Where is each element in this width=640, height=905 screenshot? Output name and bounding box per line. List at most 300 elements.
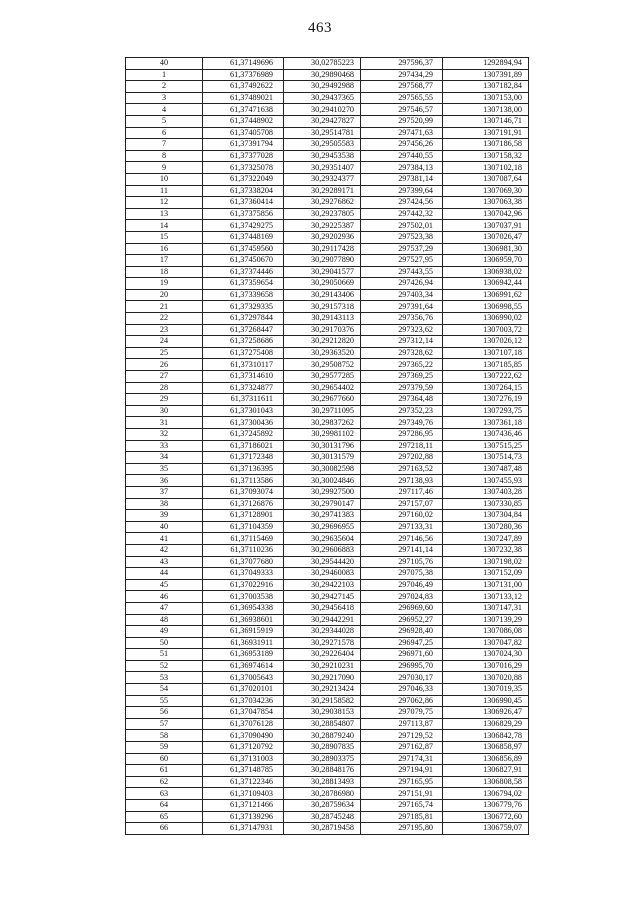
longitude-cell: 30,29157318 (284, 301, 361, 313)
longitude-cell: 30,29654402 (284, 382, 361, 394)
longitude-cell: 30,29460083 (284, 568, 361, 580)
table-row (126, 568, 529, 580)
latitude-cell: 61,37339658 (203, 289, 284, 301)
x-coordinate-cell: 297352,23 (361, 405, 443, 417)
y-coordinate-cell: 1306772,60 (443, 811, 529, 823)
table-row (126, 579, 529, 591)
y-coordinate-cell: 1306759,07 (443, 823, 529, 835)
longitude-cell: 30,29427145 (284, 591, 361, 603)
y-coordinate-cell: 1307514,73 (443, 452, 529, 464)
y-coordinate-cell: 1307024,30 (443, 649, 529, 661)
y-coordinate-cell: 1306998,55 (443, 301, 529, 313)
table-row (126, 394, 529, 406)
x-coordinate-cell: 297471,63 (361, 127, 443, 139)
x-coordinate-cell: 297537,29 (361, 243, 443, 255)
point-number-cell: 36 (126, 475, 203, 487)
table-row (126, 626, 529, 638)
longitude-cell: 30,29696955 (284, 521, 361, 533)
longitude-cell: 30,29038153 (284, 707, 361, 719)
latitude-cell: 61,37448169 (203, 231, 284, 243)
point-number-cell: 34 (126, 452, 203, 464)
longitude-cell: 30,29217090 (284, 672, 361, 684)
table-row (126, 266, 529, 278)
y-coordinate-cell: 1307185,85 (443, 359, 529, 371)
longitude-cell: 30,29437365 (284, 92, 361, 104)
x-coordinate-cell: 297527,95 (361, 255, 443, 267)
x-coordinate-cell: 297440,55 (361, 150, 443, 162)
table-row (126, 278, 529, 290)
y-coordinate-cell: 1306779,76 (443, 800, 529, 812)
table-row (126, 405, 529, 417)
x-coordinate-cell: 297381,14 (361, 173, 443, 185)
table-row (126, 289, 529, 301)
y-coordinate-cell: 1307139,29 (443, 614, 529, 626)
x-coordinate-cell: 297075,38 (361, 568, 443, 580)
y-coordinate-cell: 1307276,19 (443, 394, 529, 406)
y-coordinate-cell: 1306942,44 (443, 278, 529, 290)
table-row (126, 730, 529, 742)
table-row (126, 313, 529, 325)
longitude-cell: 30,29442291 (284, 614, 361, 626)
y-coordinate-cell: 1306794,02 (443, 788, 529, 800)
table-row (126, 475, 529, 487)
latitude-cell: 61,37405708 (203, 127, 284, 139)
y-coordinate-cell: 1307330,85 (443, 498, 529, 510)
y-coordinate-cell: 1307361,18 (443, 417, 529, 429)
y-coordinate-cell: 1307086,08 (443, 626, 529, 638)
longitude-cell: 30,29212820 (284, 336, 361, 348)
x-coordinate-cell: 297502,01 (361, 220, 443, 232)
latitude-cell: 61,37258686 (203, 336, 284, 348)
y-coordinate-cell: 1307003,72 (443, 324, 529, 336)
longitude-cell: 30,28903375 (284, 753, 361, 765)
y-coordinate-cell: 1306808,58 (443, 776, 529, 788)
x-coordinate-cell: 297424,56 (361, 197, 443, 209)
latitude-cell: 61,37077680 (203, 556, 284, 568)
x-coordinate-cell: 297218,11 (361, 440, 443, 452)
y-coordinate-cell: 1307198,02 (443, 556, 529, 568)
latitude-cell: 61,37115469 (203, 533, 284, 545)
point-number-cell: 40 (126, 58, 203, 70)
longitude-cell: 30,28848176 (284, 765, 361, 777)
longitude-cell: 30,29508752 (284, 359, 361, 371)
y-coordinate-cell: 1307487,48 (443, 463, 529, 475)
x-coordinate-cell: 297520,99 (361, 115, 443, 127)
table-row (126, 707, 529, 719)
latitude-cell: 61,37377028 (203, 150, 284, 162)
longitude-cell: 30,29225387 (284, 220, 361, 232)
longitude-cell: 30,29041577 (284, 266, 361, 278)
point-number-cell: 11 (126, 185, 203, 197)
latitude-cell: 61,37360414 (203, 197, 284, 209)
y-coordinate-cell: 1307087,64 (443, 173, 529, 185)
x-coordinate-cell: 297185,81 (361, 811, 443, 823)
y-coordinate-cell: 1307222,62 (443, 371, 529, 383)
longitude-cell: 30,29117428 (284, 243, 361, 255)
x-coordinate-cell: 297162,87 (361, 742, 443, 754)
point-number-cell: 56 (126, 707, 203, 719)
latitude-cell: 61,37109403 (203, 788, 284, 800)
y-coordinate-cell: 1306827,91 (443, 765, 529, 777)
point-number-cell: 22 (126, 313, 203, 325)
y-coordinate-cell: 1307147,31 (443, 602, 529, 614)
longitude-cell: 30,29635604 (284, 533, 361, 545)
table-row (126, 347, 529, 359)
longitude-cell: 30,29422103 (284, 579, 361, 591)
y-coordinate-cell: 1307047,82 (443, 637, 529, 649)
table-row (126, 417, 529, 429)
longitude-cell: 30,29606883 (284, 544, 361, 556)
x-coordinate-cell: 297323,62 (361, 324, 443, 336)
table-row (126, 544, 529, 556)
y-coordinate-cell: 1307158,32 (443, 150, 529, 162)
longitude-cell: 30,29514781 (284, 127, 361, 139)
latitude-cell: 61,37489021 (203, 92, 284, 104)
y-coordinate-cell: 1307133,12 (443, 591, 529, 603)
latitude-cell: 61,37005643 (203, 672, 284, 684)
point-number-cell: 7 (126, 139, 203, 151)
latitude-cell: 61,37049333 (203, 568, 284, 580)
point-number-cell: 51 (126, 649, 203, 661)
y-coordinate-cell: 1307138,00 (443, 104, 529, 116)
latitude-cell: 61,36938601 (203, 614, 284, 626)
x-coordinate-cell: 297141,14 (361, 544, 443, 556)
longitude-cell: 30,28745248 (284, 811, 361, 823)
table-row (126, 510, 529, 522)
latitude-cell: 61,37301043 (203, 405, 284, 417)
table-row (126, 162, 529, 174)
longitude-cell: 30,29677660 (284, 394, 361, 406)
table-row (126, 69, 529, 81)
latitude-cell: 61,37329335 (203, 301, 284, 313)
x-coordinate-cell: 296995,70 (361, 660, 443, 672)
point-number-cell: 32 (126, 429, 203, 441)
latitude-cell: 61,37338204 (203, 185, 284, 197)
latitude-cell: 61,37113586 (203, 475, 284, 487)
point-number-cell: 46 (126, 591, 203, 603)
point-number-cell: 65 (126, 811, 203, 823)
point-number-cell: 28 (126, 382, 203, 394)
y-coordinate-cell: 1307264,15 (443, 382, 529, 394)
point-number-cell: 26 (126, 359, 203, 371)
longitude-cell: 30,28907835 (284, 742, 361, 754)
longitude-cell: 30,29276862 (284, 197, 361, 209)
latitude-cell: 61,37104359 (203, 521, 284, 533)
longitude-cell: 30,30131579 (284, 452, 361, 464)
latitude-cell: 61,37034236 (203, 695, 284, 707)
latitude-cell: 61,37126876 (203, 498, 284, 510)
x-coordinate-cell: 296952,27 (361, 614, 443, 626)
y-coordinate-cell: 1307037,91 (443, 220, 529, 232)
point-number-cell: 21 (126, 301, 203, 313)
latitude-cell: 61,37022916 (203, 579, 284, 591)
latitude-cell: 61,37459560 (203, 243, 284, 255)
point-number-cell: 4 (126, 104, 203, 116)
latitude-cell: 61,37448902 (203, 115, 284, 127)
table-row (126, 81, 529, 93)
longitude-cell: 30,29410270 (284, 104, 361, 116)
latitude-cell: 61,37374446 (203, 266, 284, 278)
point-number-cell: 27 (126, 371, 203, 383)
longitude-cell: 30,29837262 (284, 417, 361, 429)
longitude-cell: 30,29544420 (284, 556, 361, 568)
table-row (126, 58, 529, 70)
x-coordinate-cell: 297403,34 (361, 289, 443, 301)
point-number-cell: 55 (126, 695, 203, 707)
point-number-cell: 10 (126, 173, 203, 185)
table-row (126, 359, 529, 371)
y-coordinate-cell: 1307436,46 (443, 429, 529, 441)
latitude-cell: 61,37093074 (203, 486, 284, 498)
x-coordinate-cell: 297364,48 (361, 394, 443, 406)
longitude-cell: 30,29890468 (284, 69, 361, 81)
latitude-cell: 61,37149696 (203, 58, 284, 70)
y-coordinate-cell: 1307026,12 (443, 336, 529, 348)
longitude-cell: 30,29981102 (284, 429, 361, 441)
table-row (126, 753, 529, 765)
x-coordinate-cell: 297379,59 (361, 382, 443, 394)
longitude-cell: 30,29927500 (284, 486, 361, 498)
point-number-cell: 64 (126, 800, 203, 812)
table-row (126, 255, 529, 267)
table-row (126, 185, 529, 197)
y-coordinate-cell: 1306990,02 (443, 313, 529, 325)
longitude-cell: 30,28786980 (284, 788, 361, 800)
table-row (126, 104, 529, 116)
point-number-cell: 12 (126, 197, 203, 209)
latitude-cell: 61,37110236 (203, 544, 284, 556)
table-row (126, 486, 529, 498)
longitude-cell: 30,29143406 (284, 289, 361, 301)
longitude-cell: 30,02785223 (284, 58, 361, 70)
latitude-cell: 61,37300436 (203, 417, 284, 429)
y-coordinate-cell: 1306856,89 (443, 753, 529, 765)
x-coordinate-cell: 297030,17 (361, 672, 443, 684)
x-coordinate-cell: 297079,75 (361, 707, 443, 719)
latitude-cell: 61,37172348 (203, 452, 284, 464)
table-row (126, 614, 529, 626)
point-number-cell: 19 (126, 278, 203, 290)
x-coordinate-cell: 297146,56 (361, 533, 443, 545)
table-row (126, 788, 529, 800)
table-row (126, 452, 529, 464)
longitude-cell: 30,29226404 (284, 649, 361, 661)
y-coordinate-cell: 1306959,70 (443, 255, 529, 267)
point-number-cell: 48 (126, 614, 203, 626)
x-coordinate-cell: 296928,40 (361, 626, 443, 638)
table-row (126, 602, 529, 614)
table-row (126, 440, 529, 452)
table-row (126, 742, 529, 754)
point-number-cell: 29 (126, 394, 203, 406)
table-row (126, 695, 529, 707)
point-number-cell: 47 (126, 602, 203, 614)
point-number-cell: 54 (126, 684, 203, 696)
point-number-cell: 31 (126, 417, 203, 429)
latitude-cell: 61,37148785 (203, 765, 284, 777)
latitude-cell: 61,37121466 (203, 800, 284, 812)
latitude-cell: 61,37322049 (203, 173, 284, 185)
longitude-cell: 30,28719458 (284, 823, 361, 835)
point-number-cell: 53 (126, 672, 203, 684)
latitude-cell: 61,37325078 (203, 162, 284, 174)
x-coordinate-cell: 297046,49 (361, 579, 443, 591)
longitude-cell: 30,29213424 (284, 684, 361, 696)
latitude-cell: 61,37429275 (203, 220, 284, 232)
latitude-cell: 61,37450670 (203, 255, 284, 267)
y-coordinate-cell: 1307182,84 (443, 81, 529, 93)
x-coordinate-cell: 297174,31 (361, 753, 443, 765)
x-coordinate-cell: 297138,93 (361, 475, 443, 487)
y-coordinate-cell: 1306926,47 (443, 707, 529, 719)
y-coordinate-cell: 1307063,38 (443, 197, 529, 209)
y-coordinate-cell: 1292894,94 (443, 58, 529, 70)
point-number-cell: 42 (126, 544, 203, 556)
point-number-cell: 50 (126, 637, 203, 649)
coordinates-table-body (126, 58, 529, 835)
y-coordinate-cell: 1307186,58 (443, 139, 529, 151)
longitude-cell: 30,30082598 (284, 463, 361, 475)
table-row (126, 197, 529, 209)
y-coordinate-cell: 1307016,29 (443, 660, 529, 672)
x-coordinate-cell: 297426,94 (361, 278, 443, 290)
latitude-cell: 61,37186021 (203, 440, 284, 452)
latitude-cell: 61,37120792 (203, 742, 284, 754)
y-coordinate-cell: 1307153,00 (443, 92, 529, 104)
y-coordinate-cell: 1307131,00 (443, 579, 529, 591)
point-number-cell: 16 (126, 243, 203, 255)
x-coordinate-cell: 297523,38 (361, 231, 443, 243)
table-row (126, 591, 529, 603)
x-coordinate-cell: 297024,83 (361, 591, 443, 603)
latitude-cell: 61,37131003 (203, 753, 284, 765)
longitude-cell: 30,29492988 (284, 81, 361, 93)
latitude-cell: 61,37128901 (203, 510, 284, 522)
x-coordinate-cell: 297151,91 (361, 788, 443, 800)
y-coordinate-cell: 1307293,75 (443, 405, 529, 417)
longitude-cell: 30,29237805 (284, 208, 361, 220)
y-coordinate-cell: 1307020,88 (443, 672, 529, 684)
x-coordinate-cell: 297105,76 (361, 556, 443, 568)
point-number-cell: 23 (126, 324, 203, 336)
y-coordinate-cell: 1306938,02 (443, 266, 529, 278)
x-coordinate-cell: 297328,62 (361, 347, 443, 359)
longitude-cell: 30,29711095 (284, 405, 361, 417)
longitude-cell: 30,29344028 (284, 626, 361, 638)
table-row (126, 776, 529, 788)
x-coordinate-cell: 297399,64 (361, 185, 443, 197)
x-coordinate-cell: 297194,91 (361, 765, 443, 777)
x-coordinate-cell: 297442,32 (361, 208, 443, 220)
table-row (126, 660, 529, 672)
table-row (126, 150, 529, 162)
table-row (126, 649, 529, 661)
latitude-cell: 61,37076128 (203, 718, 284, 730)
x-coordinate-cell: 297286,95 (361, 429, 443, 441)
point-number-cell: 61 (126, 765, 203, 777)
table-row (126, 115, 529, 127)
point-number-cell: 18 (126, 266, 203, 278)
longitude-cell: 30,28879240 (284, 730, 361, 742)
point-number-cell: 24 (126, 336, 203, 348)
x-coordinate-cell: 297312,14 (361, 336, 443, 348)
latitude-cell: 61,37375856 (203, 208, 284, 220)
y-coordinate-cell: 1306981,30 (443, 243, 529, 255)
x-coordinate-cell: 297113,87 (361, 718, 443, 730)
y-coordinate-cell: 1306991,62 (443, 289, 529, 301)
table-row (126, 429, 529, 441)
x-coordinate-cell: 297202,88 (361, 452, 443, 464)
x-coordinate-cell: 297434,29 (361, 69, 443, 81)
x-coordinate-cell: 297046,33 (361, 684, 443, 696)
table-row (126, 556, 529, 568)
y-coordinate-cell: 1307403,28 (443, 486, 529, 498)
x-coordinate-cell: 297349,76 (361, 417, 443, 429)
latitude-cell: 61,37139296 (203, 811, 284, 823)
latitude-cell: 61,37359654 (203, 278, 284, 290)
table-row (126, 220, 529, 232)
point-number-cell: 45 (126, 579, 203, 591)
latitude-cell: 61,37147931 (203, 823, 284, 835)
table-row (126, 324, 529, 336)
latitude-cell: 61,36953189 (203, 649, 284, 661)
table-row (126, 684, 529, 696)
table-row (126, 173, 529, 185)
table-row (126, 672, 529, 684)
point-number-cell: 20 (126, 289, 203, 301)
longitude-cell: 30,29158582 (284, 695, 361, 707)
table-row (126, 371, 529, 383)
point-number-cell: 60 (126, 753, 203, 765)
table-row (126, 127, 529, 139)
longitude-cell: 30,29505583 (284, 139, 361, 151)
y-coordinate-cell: 1307069,30 (443, 185, 529, 197)
x-coordinate-cell: 297456,26 (361, 139, 443, 151)
latitude-cell: 61,37003538 (203, 591, 284, 603)
longitude-cell: 30,29456418 (284, 602, 361, 614)
longitude-cell: 30,29790147 (284, 498, 361, 510)
x-coordinate-cell: 297384,13 (361, 162, 443, 174)
x-coordinate-cell: 297443,55 (361, 266, 443, 278)
table-row (126, 498, 529, 510)
y-coordinate-cell: 1307102,18 (443, 162, 529, 174)
y-coordinate-cell: 1306990,45 (443, 695, 529, 707)
latitude-cell: 61,37297844 (203, 313, 284, 325)
table-row (126, 637, 529, 649)
latitude-cell: 61,37391794 (203, 139, 284, 151)
point-number-cell: 25 (126, 347, 203, 359)
latitude-cell: 61,37311611 (203, 394, 284, 406)
point-number-cell: 39 (126, 510, 203, 522)
longitude-cell: 30,29427827 (284, 115, 361, 127)
table-row (126, 800, 529, 812)
longitude-cell: 30,29741383 (284, 510, 361, 522)
latitude-cell: 61,37275408 (203, 347, 284, 359)
y-coordinate-cell: 1307019,35 (443, 684, 529, 696)
point-number-cell: 9 (126, 162, 203, 174)
x-coordinate-cell: 297565,55 (361, 92, 443, 104)
table-row (126, 243, 529, 255)
x-coordinate-cell: 297365,22 (361, 359, 443, 371)
latitude-cell: 61,36915919 (203, 626, 284, 638)
latitude-cell: 61,36974614 (203, 660, 284, 672)
point-number-cell: 58 (126, 730, 203, 742)
longitude-cell: 30,29289171 (284, 185, 361, 197)
point-number-cell: 49 (126, 626, 203, 638)
table-row (126, 718, 529, 730)
latitude-cell: 61,37268447 (203, 324, 284, 336)
page-number: 463 (308, 20, 332, 36)
